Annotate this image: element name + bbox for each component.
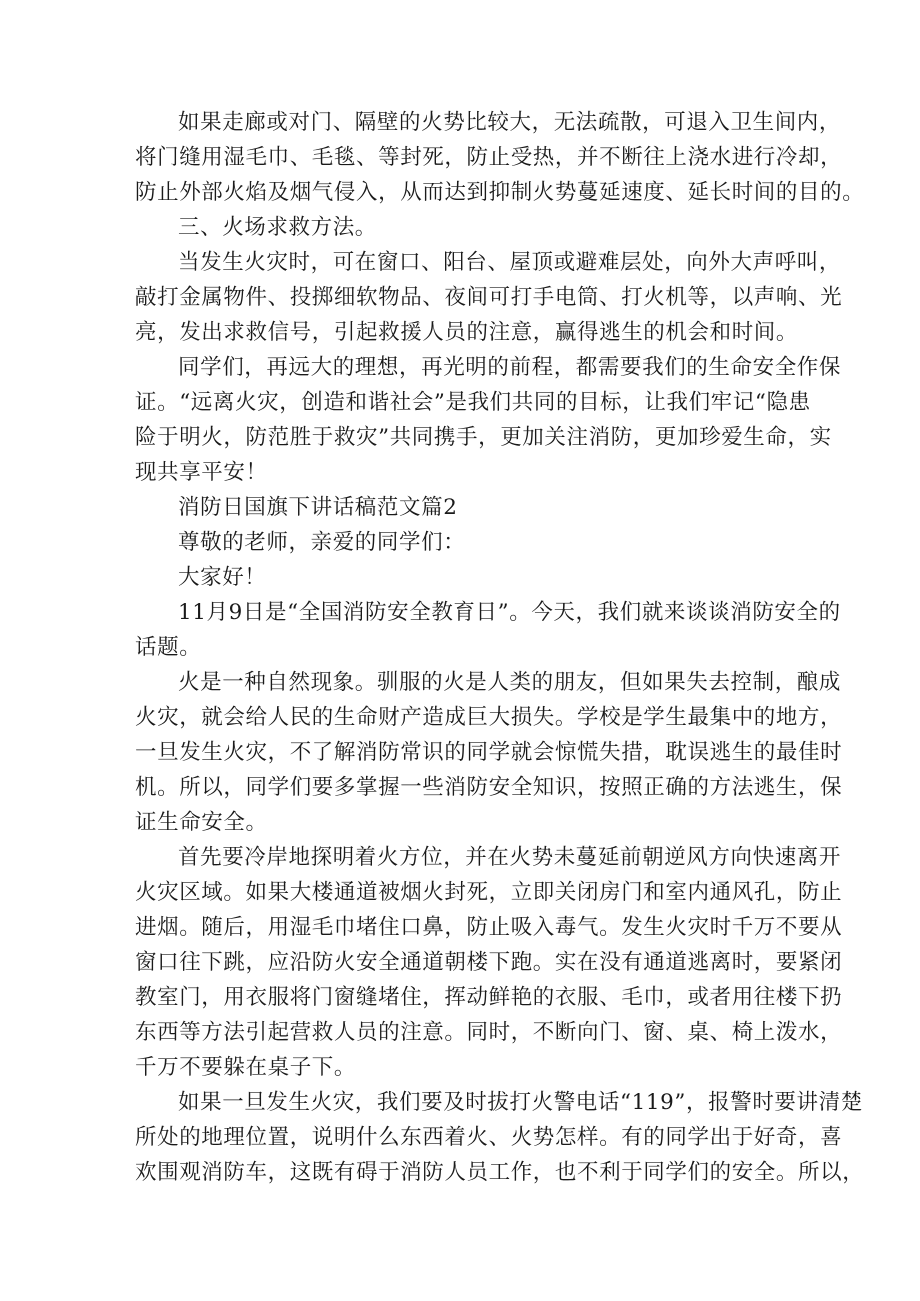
paragraph-line: 机。所以，同学们要多掌握一些消防安全知识，按照正确的方法逃生，保	[135, 775, 843, 800]
paragraph-line: 首先要冷岸地探明着火方位，并在火势未蔓延前朝逆风方向快速离开	[178, 845, 842, 870]
paragraph-p9	[135, 665, 843, 840]
paragraph-line: 防止外部火焰及烟气侵入，从而达到抑制火势蔓延速度、延长时间的目的。	[135, 180, 865, 205]
document-page	[135, 105, 865, 1190]
paragraph-line: 所处的地理位置，说明什么东西着火、火势怎样。有的同学出于好奇，喜	[135, 1125, 843, 1150]
paragraph-line: 11月9日是“全国消防安全教育日”。今天，我们就来谈谈消防安全的	[178, 600, 841, 625]
paragraph-line: 将门缝用湿毛巾、毛毯、等封死，防止受热，并不断往上浇水进行冷却，	[135, 145, 843, 170]
paragraph-line: 东西等方法引起营救人员的注意。同时，不断向门、窗、桌、椅上泼水，	[135, 1020, 843, 1045]
paragraph-p5	[135, 490, 795, 525]
paragraph-line: 火是一种自然现象。驯服的火是人类的朋友，但如果失去控制，酿成	[178, 670, 842, 695]
paragraph-line: 证。“远离火灾，创造和谐社会”是我们共同的目标，让我们牢记“隐患	[135, 390, 811, 415]
paragraph-line: 证生命安全。	[135, 810, 268, 835]
paragraph-p11	[135, 1085, 865, 1190]
paragraph-line: 大家好！	[178, 565, 267, 590]
paragraph-p10	[135, 840, 843, 1085]
paragraph-p4	[135, 350, 842, 490]
paragraph-line: 窗口往下跳，应沿防火安全通道朝楼下跑。实在没有通道逃离时，要紧闭	[135, 950, 843, 975]
paragraph-p8	[135, 595, 841, 665]
paragraph-line: 火灾，就会给人民的生命财产造成巨大损失。学校是学生最集中的地方，	[135, 705, 843, 730]
paragraph-line: 同学们，再远大的理想，再光明的前程，都需要我们的生命安全作保	[178, 355, 842, 380]
paragraph-line: 消防日国旗下讲话稿范文篇2	[178, 495, 458, 520]
paragraph-line: 一旦发生火灾，不了解消防常识的同学就会惊慌失措，耽误逃生的最佳时	[135, 740, 843, 765]
paragraph-line: 三、火场求救方法。	[178, 215, 377, 240]
paragraph-line: 欢围观消防车，这既有碍于消防人员工作，也不利于同学们的安全。所以，	[135, 1160, 865, 1185]
paragraph-p3	[135, 245, 843, 350]
paragraph-p2	[135, 210, 795, 245]
paragraph-line: 如果一旦发生火灾，我们要及时拔打火警电话“119”，报警时要讲清楚	[178, 1090, 863, 1115]
paragraph-line: 敲打金属物件、投掷细软物品、夜间可打手电筒、打火机等，以声响、光	[135, 285, 843, 310]
paragraph-p7	[135, 560, 795, 595]
paragraph-line: 教室门，用衣服将门窗缝堵住，挥动鲜艳的衣服、毛巾，或者用往楼下扔	[135, 985, 843, 1010]
paragraph-p1	[135, 105, 865, 210]
paragraph-line: 话题。	[135, 635, 202, 660]
paragraph-line: 如果走廊或对门、隔壁的火势比较大，无法疏散，可退入卫生间内，	[178, 110, 842, 135]
paragraph-line: 现共享平安！	[135, 460, 268, 485]
paragraph-line: 险于明火，防范胜于救灾”共同携手，更加关注消防，更加珍爱生命，实	[135, 425, 832, 450]
paragraph-line: 亮，发出求救信号，引起救援人员的注意，赢得逃生的机会和时间。	[135, 320, 799, 345]
paragraph-line: 进烟。随后，用湿毛巾堵住口鼻，防止吸入毒气。发生火灾时千万不要从	[135, 915, 843, 940]
paragraph-line: 尊敬的老师，亲爱的同学们：	[178, 530, 466, 555]
paragraph-line: 当发生火灾时，可在窗口、阳台、屋顶或避难层处，向外大声呼叫，	[178, 250, 842, 275]
paragraph-p6	[135, 525, 795, 560]
paragraph-line: 火灾区域。如果大楼通道被烟火封死，立即关闭房门和室内通风孔，防止	[135, 880, 843, 905]
paragraph-line: 千万不要躲在桌子下。	[135, 1055, 357, 1080]
